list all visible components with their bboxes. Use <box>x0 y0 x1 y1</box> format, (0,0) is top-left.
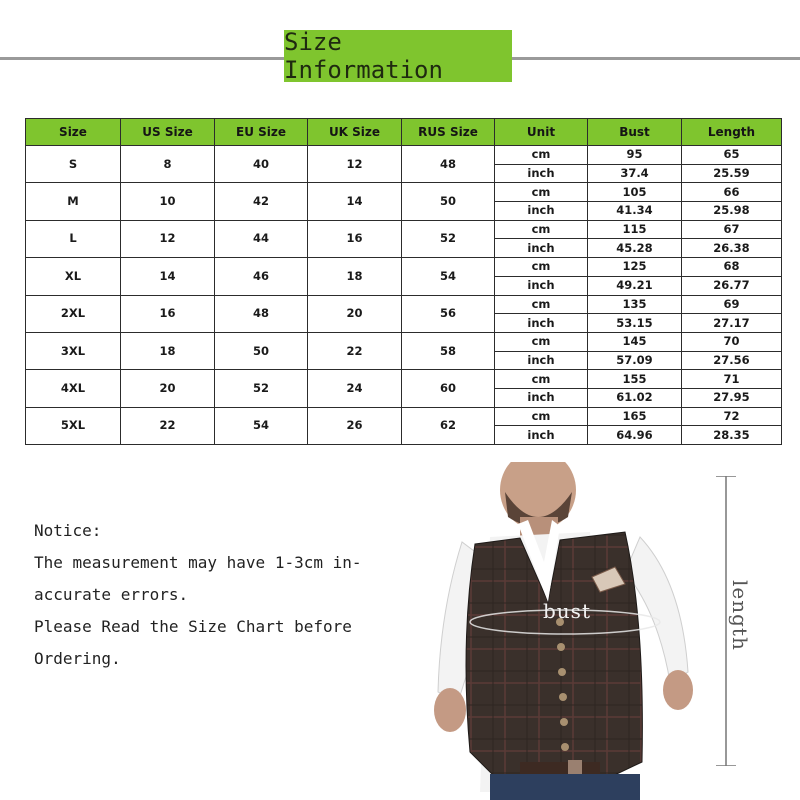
table-row <box>26 407 782 426</box>
bust-cell: 53.15 <box>588 314 682 333</box>
notice-line: The measurement may have 1-3cm in- <box>34 553 362 572</box>
uk-size-cell: 18 <box>308 258 402 295</box>
table-row <box>26 220 782 239</box>
bust-label: bust <box>543 599 591 623</box>
unit-cell: cm <box>495 332 588 351</box>
rus-size-cell: 52 <box>402 220 495 257</box>
length-cell: 27.95 <box>682 388 782 407</box>
rus-size-cell: 62 <box>402 407 495 444</box>
bust-cell: 95 <box>588 146 682 165</box>
page-title: Size Information <box>284 30 512 82</box>
eu-size-cell: 44 <box>215 220 308 257</box>
notice-line: Please Read the Size Chart before <box>34 617 352 636</box>
length-cell: 27.17 <box>682 314 782 333</box>
length-cell: 25.59 <box>682 164 782 183</box>
bust-cell: 37.4 <box>588 164 682 183</box>
uk-size-cell: 14 <box>308 183 402 220</box>
column-header: Bust <box>588 119 682 146</box>
column-header: Size <box>26 119 121 146</box>
bust-cell: 105 <box>588 183 682 202</box>
us-size-cell: 14 <box>121 258 215 295</box>
uk-size-cell: 22 <box>308 332 402 369</box>
length-cell: 28.35 <box>682 426 782 445</box>
column-header: UK Size <box>308 119 402 146</box>
length-cell: 25.98 <box>682 202 782 221</box>
uk-size-cell: 16 <box>308 220 402 257</box>
bust-cell: 115 <box>588 220 682 239</box>
us-size-cell: 22 <box>121 407 215 444</box>
table-row <box>26 332 782 351</box>
eu-size-cell: 40 <box>215 146 308 183</box>
size-cell: 3XL <box>26 332 121 369</box>
us-size-cell: 16 <box>121 295 215 332</box>
belt <box>520 762 600 774</box>
vest-button <box>557 643 565 651</box>
bust-cell: 41.34 <box>588 202 682 221</box>
size-cell: 2XL <box>26 295 121 332</box>
unit-cell: inch <box>495 351 588 370</box>
column-header: Unit <box>495 119 588 146</box>
bust-cell: 145 <box>588 332 682 351</box>
column-header: Length <box>682 119 782 146</box>
length-cell: 72 <box>682 407 782 426</box>
table-row <box>26 258 782 277</box>
belt-buckle <box>568 760 582 776</box>
us-size-cell: 8 <box>121 146 215 183</box>
rus-size-cell: 54 <box>402 258 495 295</box>
table-row <box>26 146 782 165</box>
unit-cell: cm <box>495 258 588 277</box>
eu-size-cell: 48 <box>215 295 308 332</box>
eu-size-cell: 42 <box>215 183 308 220</box>
rus-size-cell: 60 <box>402 370 495 407</box>
size-cell: 4XL <box>26 370 121 407</box>
length-cell: 65 <box>682 146 782 165</box>
unit-cell: cm <box>495 146 588 165</box>
unit-cell: cm <box>495 183 588 202</box>
rus-size-cell: 50 <box>402 183 495 220</box>
size-chart-table <box>25 118 782 445</box>
unit-cell: cm <box>495 295 588 314</box>
rus-size-cell: 58 <box>402 332 495 369</box>
unit-cell: inch <box>495 202 588 221</box>
uk-size-cell: 20 <box>308 295 402 332</box>
unit-cell: inch <box>495 388 588 407</box>
unit-cell: inch <box>495 314 588 333</box>
notice-line: Ordering. <box>34 649 121 668</box>
unit-cell: inch <box>495 239 588 258</box>
model-vest-photo <box>420 462 710 800</box>
vest-button <box>560 718 568 726</box>
length-label: length <box>728 580 752 651</box>
unit-cell: cm <box>495 370 588 389</box>
table-header-row <box>26 119 782 146</box>
length-cell: 26.77 <box>682 276 782 295</box>
header-rule-left <box>0 57 284 60</box>
column-header: US Size <box>121 119 215 146</box>
length-cell: 26.38 <box>682 239 782 258</box>
length-cell: 66 <box>682 183 782 202</box>
eu-size-cell: 54 <box>215 407 308 444</box>
bust-cell: 57.09 <box>588 351 682 370</box>
unit-cell: inch <box>495 426 588 445</box>
eu-size-cell: 46 <box>215 258 308 295</box>
length-cell: 71 <box>682 370 782 389</box>
length-cell: 27.56 <box>682 351 782 370</box>
vest-button <box>561 743 569 751</box>
uk-size-cell: 24 <box>308 370 402 407</box>
notice-line: Notice: <box>34 521 102 540</box>
uk-size-cell: 26 <box>308 407 402 444</box>
table-row <box>26 183 782 202</box>
us-size-cell: 20 <box>121 370 215 407</box>
header-rule-right <box>512 57 800 60</box>
length-cell: 70 <box>682 332 782 351</box>
unit-cell: cm <box>495 220 588 239</box>
model-left-hand <box>434 688 466 732</box>
unit-cell: inch <box>495 276 588 295</box>
column-header: EU Size <box>215 119 308 146</box>
table-row <box>26 295 782 314</box>
eu-size-cell: 50 <box>215 332 308 369</box>
eu-size-cell: 52 <box>215 370 308 407</box>
us-size-cell: 10 <box>121 183 215 220</box>
bust-cell: 135 <box>588 295 682 314</box>
length-cell: 68 <box>682 258 782 277</box>
bust-cell: 64.96 <box>588 426 682 445</box>
bust-cell: 155 <box>588 370 682 389</box>
bust-cell: 61.02 <box>588 388 682 407</box>
size-cell: L <box>26 220 121 257</box>
model-right-hand <box>663 670 693 710</box>
vest-button <box>558 668 566 676</box>
bust-cell: 49.21 <box>588 276 682 295</box>
size-cell: S <box>26 146 121 183</box>
size-cell: M <box>26 183 121 220</box>
vest-button <box>559 693 567 701</box>
bust-cell: 165 <box>588 407 682 426</box>
rus-size-cell: 56 <box>402 295 495 332</box>
rus-size-cell: 48 <box>402 146 495 183</box>
uk-size-cell: 12 <box>308 146 402 183</box>
us-size-cell: 18 <box>121 332 215 369</box>
unit-cell: cm <box>495 407 588 426</box>
jeans <box>490 774 640 800</box>
length-cell: 69 <box>682 295 782 314</box>
unit-cell: inch <box>495 164 588 183</box>
length-cell: 67 <box>682 220 782 239</box>
us-size-cell: 12 <box>121 220 215 257</box>
column-header: RUS Size <box>402 119 495 146</box>
notice-line: accurate errors. <box>34 585 189 604</box>
size-cell: XL <box>26 258 121 295</box>
bust-cell: 125 <box>588 258 682 277</box>
size-cell: 5XL <box>26 407 121 444</box>
notice-text <box>34 515 414 675</box>
bust-cell: 45.28 <box>588 239 682 258</box>
table-row <box>26 370 782 389</box>
